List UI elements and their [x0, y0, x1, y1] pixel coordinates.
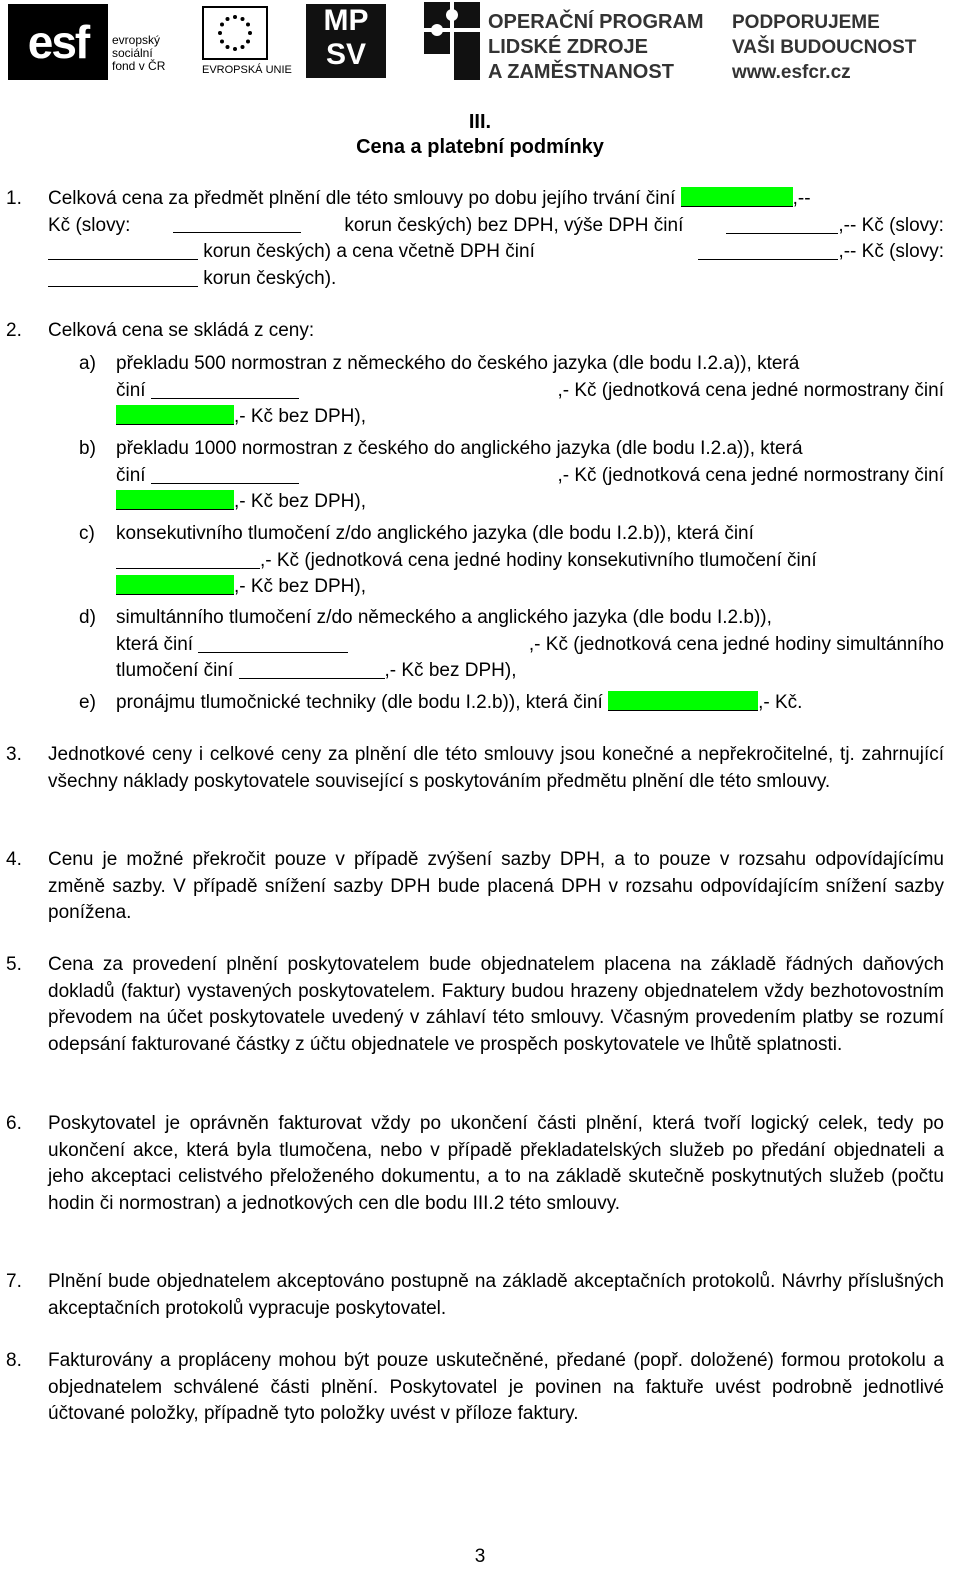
words-blank: [48, 240, 198, 260]
words-blank: [173, 213, 301, 233]
sub-item-b: překladu 1000 normostran z českého do anglického jazyka (dle bodu I.2.a)), která činí ,- Kč (jednotková cena jedné normostrany činí ,- Kč bez DPH),: [116, 438, 944, 512]
sub-label: b): [79, 438, 96, 459]
page-number: 3: [474, 1546, 486, 1567]
item-2-intro: Celková cena se skládá z ceny:: [48, 320, 315, 341]
sub-label: c): [79, 523, 95, 544]
puzzle-icon: [424, 2, 480, 80]
item-1: Celková cena za předmět plnění dle této smlouvy po dobu jejího trvání činí ,-- Kč (slovy: korun českých) bez DPH, výše DPH činí ,-- Kč (slovy: korun českých) a cena včetně DPH činí ,-- Kč (slovy: korun českých).: [48, 188, 944, 289]
sub-item-d: simultánního tlumočení z/do německého a anglického jazyka (dle bodu I.2.b)), která činí ,- Kč (jednotková cena jedné hodiny simultánního tlumočení činí ,- Kč bez DPH),: [116, 607, 944, 681]
item-8: Fakturovány a propláceny mohou být pouze uskutečněné, předané (popř. doložené) formou protokolu a objednatelem schválené části plnění. Poskytovatel je povinen na faktuře uvést podrobně jednotlivé účtované položky, případně tyto položky uvést v příloze faktury.: [48, 1350, 944, 1424]
section-title: Cena a platební podmínky: [356, 136, 604, 158]
price-blank: [151, 379, 299, 399]
sub-label: e): [79, 692, 96, 713]
sub-label: d): [79, 607, 96, 628]
item-number: 7.: [6, 1271, 22, 1292]
item-4: Cenu je možné překročit pouze v případě zvýšení sazby DPH, a to pouze v rozsahu odpovídajícímu změně sazby. V případě snížení sazby DPH bude placená DPH v rozsahu odpovídajícím snížení sazby ponížena.: [48, 849, 944, 923]
eu-caption: EVROPSKÁ UNIE: [202, 64, 292, 76]
item-7: Plnění bude objednatelem akceptováno postupně na základě akceptačních protokolů. Návrhy příslušných akceptačních protokolů vypracuje poskytovatel.: [48, 1271, 944, 1319]
item-number: 5.: [6, 954, 22, 975]
price-blank: [116, 490, 234, 510]
item-number: 8.: [6, 1350, 22, 1371]
item-3: Jednotkové ceny i celkové ceny za plnění dle této smlouvy jsou konečné a nepřekročitelné, tj. zahrnující všechny náklady poskytovatele související s poskytováním předmětu plnění dle této smlouvy.: [48, 744, 944, 792]
item-number: 6.: [6, 1113, 22, 1134]
item-5: Cena za provedení plnění poskytovatelem bude objednatelem placena na základě řádných daňových dokladů (faktur) vystavených poskytovatelem. Faktury budou hrazeny objednatelem vždy bezhotovostním převodem na účet poskytovatele uvedený v záhlaví této smlouvy. Včasným provedením platby se rozumí odepsání fakturované částky z účtu objednatele ve prospěch poskytovatele ve lhůtě splatnosti.: [48, 954, 944, 1055]
price-blank: [198, 633, 348, 653]
sub-label: a): [79, 353, 96, 374]
eu-flag-icon: [202, 6, 268, 60]
sub-item-e: pronájmu tlumočnické techniky (dle bodu I.2.b)), která činí ,- Kč.: [116, 692, 803, 713]
price-blank: [116, 405, 234, 425]
support-text: PODPORUJEME VAŠI BUDOUCNOST www.esfcr.cz: [732, 12, 917, 83]
header-logos: [0, 0, 960, 92]
price-blank: [698, 240, 838, 260]
price-blank: [681, 187, 793, 207]
price-blank: [239, 659, 385, 679]
price-blank: [116, 549, 260, 569]
sub-item-c: konsekutivního tlumočení z/do anglického jazyka (dle bodu I.2.b)), která činí ,- Kč (jednotková cena jedné hodiny konsekutivního tlumočení činí ,- Kč bez DPH),: [116, 523, 817, 597]
item-number: 2.: [6, 320, 22, 341]
mpsv-logo: MP SV: [306, 4, 386, 78]
op-program-text: OPERAČNÍ PROGRAM LIDSKÉ ZDROJE A ZAMĚSTNANOST: [488, 11, 704, 83]
price-blank: [116, 575, 234, 595]
esf-logo: esf: [8, 4, 108, 80]
price-blank: [151, 464, 299, 484]
words-blank: [48, 267, 198, 287]
item-number: 3.: [6, 744, 22, 765]
item-number: 4.: [6, 849, 22, 870]
section-number: III.: [468, 111, 492, 133]
price-blank: [608, 691, 758, 711]
sub-item-a: překladu 500 normostran z německého do českého jazyka (dle bodu I.2.a)), která činí ,- Kč (jednotková cena jedné normostrany činí ,- Kč bez DPH),: [116, 353, 944, 427]
item-6: Poskytovatel je oprávněn fakturovat vždy po ukončení části plnění, která tvoří logický celek, tedy po ukončení akce, která byla tlumočena, nebo v případě překladatelských služeb po předání objednateli a jeho akceptaci celistvého přeloženého dokumentu, a to na základě skutečně poskytnutých služeb (počtu hodin či normostran) a jednotkových cen dle bodu III.2 této smlouvy.: [48, 1113, 944, 1214]
esf-logo-text: evropský sociální fond v ČR: [112, 33, 166, 73]
price-blank: [726, 214, 838, 234]
item-number: 1.: [6, 188, 22, 209]
